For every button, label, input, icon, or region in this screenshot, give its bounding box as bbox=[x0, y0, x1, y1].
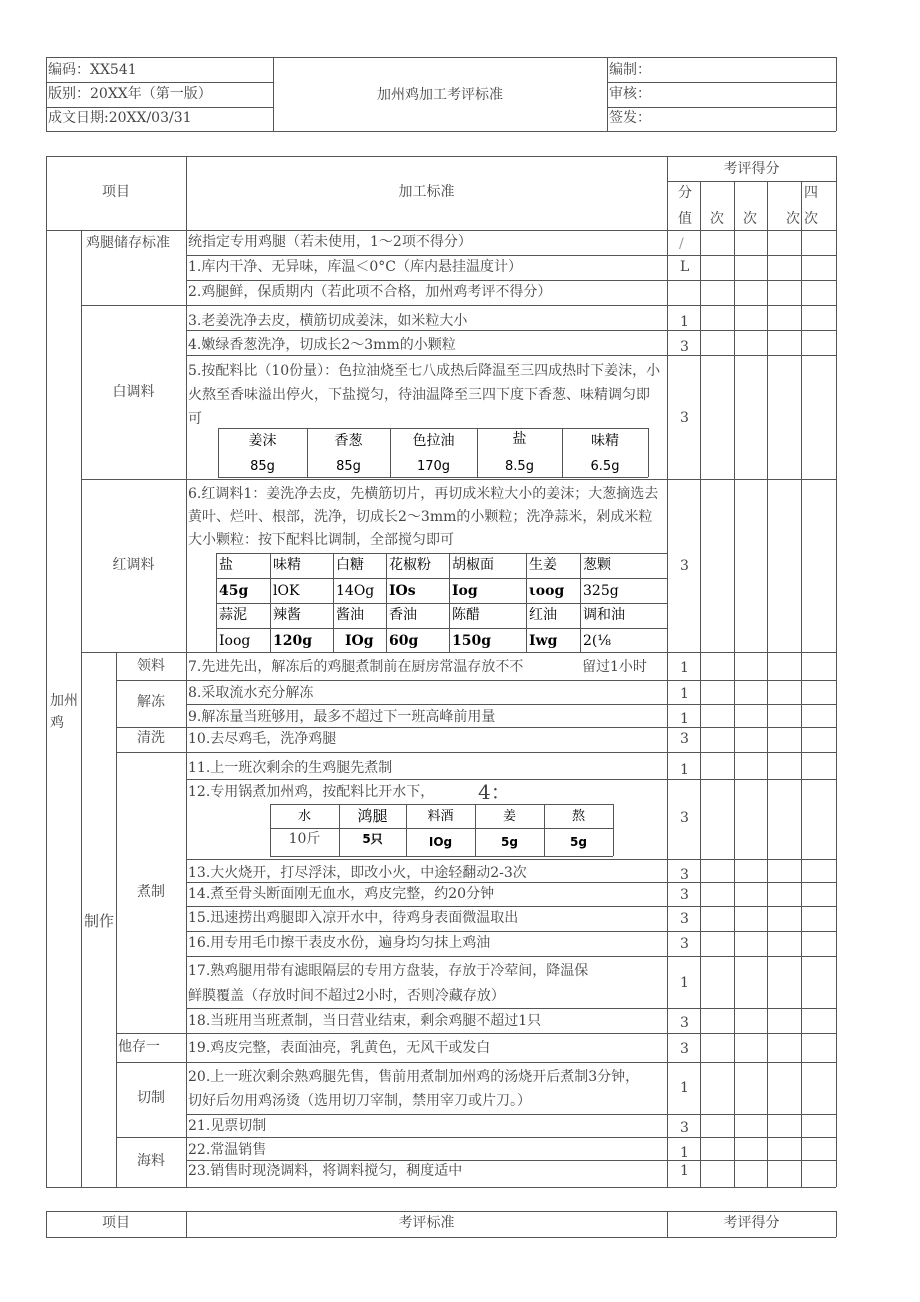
red-r4-6: 2(⅛ bbox=[583, 633, 611, 649]
red-r3-6: 调和油 bbox=[583, 607, 625, 623]
row-19: 19.鸡皮完整，表面油亮，乳黄色，无风干或发白 bbox=[188, 1040, 491, 1056]
white-v-3: 8.5g bbox=[505, 459, 534, 474]
row-3: 3.老姜洗净去皮，横筋切成姜沫，如米粒大小 bbox=[188, 313, 468, 329]
issued-by: 签发： bbox=[609, 110, 651, 126]
row-14: 14.煮至骨头断面刚无血水，鸡皮完整，约20分钟 bbox=[188, 886, 495, 902]
row-6: 6.红调料1：姜洗净去皮，先横筋切片，再切成米粒大小的姜沫；大葱摘选去黄叶、烂叶、根部，洗净，切成长2～3mm的小颗粒；洗净蒜米，剁成米粒大小颗粒：按下配料比调制，全部搅匀即可 bbox=[188, 486, 659, 548]
score-14: 3 bbox=[680, 887, 689, 903]
cook-v-0: 10斤 bbox=[288, 831, 321, 847]
row-4: 4.嫩绿香葱洗净，切成长2～3mm的小颗粒 bbox=[188, 337, 456, 353]
doc-version: 版别：20XX年（第一版） bbox=[48, 86, 212, 102]
cook-h-1: 鸿腿 bbox=[357, 807, 388, 825]
row-5: 5.按配料比（10份量）：色拉油烧至七八成热后降温至三四成热时下姜沫，小火熬至香味溢出停火，下盐搅匀，待油温降至三四下度下香葱、味精调匀即可 bbox=[188, 363, 661, 427]
score-10: 3 bbox=[680, 731, 689, 747]
score-16: 3 bbox=[680, 936, 689, 952]
group-cut-label: 切制 bbox=[137, 1090, 165, 1106]
score-17: 1 bbox=[680, 975, 689, 991]
cook-h-4: 熬 bbox=[571, 809, 585, 824]
score-4: 3 bbox=[680, 339, 689, 355]
white-h-4: 味精 bbox=[591, 433, 619, 449]
group-red-label: 红调料 bbox=[112, 557, 155, 573]
group-clean-label: 清洗 bbox=[137, 730, 165, 746]
red-r1-6: 葱颗 bbox=[583, 557, 611, 573]
red-r3-0: 蒜泥 bbox=[219, 607, 247, 623]
col-head-si: 四 bbox=[804, 185, 818, 201]
row-12-note: 4： bbox=[478, 780, 511, 804]
group-lingliao-label: 领料 bbox=[137, 658, 165, 674]
red-r2-3: IOs bbox=[389, 583, 416, 599]
white-h-3: 盐 bbox=[512, 431, 527, 447]
group-sauce-label: 海料 bbox=[137, 1153, 165, 1169]
row-18: 18.当班用当班煮制，当日营业结束，剩余鸡腿不超过1只 bbox=[188, 1013, 542, 1029]
cook-v-2: IOg bbox=[428, 835, 453, 849]
row-17a: 17.熟鸡腿用带有滤眼隔层的专用方盘装，存放于冷荤间，降温保 bbox=[188, 963, 589, 979]
group-production-label: 制作 bbox=[84, 912, 115, 930]
red-r1-4: 胡椒面 bbox=[452, 557, 494, 573]
score-9: 1 bbox=[680, 711, 689, 727]
red-r3-4: 陈醋 bbox=[452, 607, 480, 623]
doc-date: 成文日期:20XX/03/31 bbox=[48, 110, 192, 126]
row-0: 统指定专用鸡腿（若未使用，1～2项不得分） bbox=[188, 234, 472, 250]
doc-code: 编码：XX541 bbox=[48, 62, 137, 78]
white-v-2: 170g bbox=[416, 459, 451, 474]
red-r4-2: IOg bbox=[345, 633, 374, 649]
col-head-score: 考评得分 bbox=[723, 161, 780, 177]
row-11: 11.上一班次剩余的生鸡腿先煮制 bbox=[188, 760, 393, 776]
score-18: 3 bbox=[680, 1015, 689, 1031]
group-storage-label: 鸡腿储存标准 bbox=[86, 235, 170, 251]
doc-title: 加州鸡加工考评标准 bbox=[377, 87, 503, 103]
score-3: 1 bbox=[680, 314, 689, 330]
red-r3-5: 红油 bbox=[529, 607, 557, 623]
cook-h-3: 姜 bbox=[502, 809, 516, 824]
row-10: 10.去尽鸡毛，洗净鸡腿 bbox=[188, 731, 337, 747]
white-v-4: 6.5g bbox=[590, 459, 620, 474]
white-v-1: 85g bbox=[336, 459, 361, 474]
prepared-by: 编制： bbox=[609, 62, 651, 78]
col-head-fen: 分 bbox=[678, 185, 692, 201]
row-8: 8.采取流水充分解冻 bbox=[188, 685, 314, 701]
red-r3-2: 酱油 bbox=[336, 607, 364, 623]
col-head-ci2: 次 bbox=[743, 211, 757, 227]
red-r2-4: Iog bbox=[452, 583, 478, 599]
score-15: 3 bbox=[680, 911, 689, 927]
score-22: 1 bbox=[680, 1145, 689, 1161]
score-1: L bbox=[680, 259, 690, 275]
row-12: 12.专用锅煮加州鸡，按配料比开水下， bbox=[188, 784, 435, 800]
red-r3-1: 辣酱 bbox=[273, 607, 301, 623]
row-9: 9.解冻量当班够用，最多不超过下一班高峰前用量 bbox=[188, 709, 496, 725]
white-h-2: 色拉油 bbox=[412, 433, 455, 449]
col-head-item: 项目 bbox=[102, 184, 130, 200]
group-store-label: 他存一 bbox=[118, 1039, 160, 1055]
score-5: 3 bbox=[680, 410, 689, 426]
group-main-label-1 bbox=[50, 690, 82, 734]
group-cook-label: 煮制 bbox=[137, 884, 165, 900]
red-r2-2: 14Og bbox=[336, 583, 375, 599]
cook-h-0: 水 bbox=[297, 809, 311, 824]
score-11: 1 bbox=[680, 762, 689, 778]
red-r4-0: Ioog bbox=[219, 633, 251, 649]
white-h-0: 姜沫 bbox=[248, 433, 277, 449]
group-main-label: 加州鸡 bbox=[50, 693, 78, 731]
white-v-0: 85g bbox=[250, 459, 275, 474]
row-16: 16.用专用毛巾擦干表皮水份，遍身均匀抹上鸡油 bbox=[188, 935, 491, 951]
row-7-suffix: 留过1小时 bbox=[582, 659, 647, 675]
row-2: 2.鸡腿鲜，保质期内（若此项不合格，加州鸡考评不得分） bbox=[188, 284, 552, 300]
score-21: 3 bbox=[680, 1120, 689, 1136]
group-white-label: 白调料 bbox=[112, 384, 155, 400]
row-1: 1.库内干净、无异味，库温＜0°C（库内悬挂温度计） bbox=[188, 259, 522, 275]
footer-item: 项目 bbox=[102, 1215, 130, 1231]
red-r4-3: 60g bbox=[389, 633, 419, 649]
row-22: 22.常温销售 bbox=[188, 1142, 267, 1158]
red-r4-4: 150g bbox=[452, 633, 492, 649]
red-r1-5: 生姜 bbox=[529, 557, 557, 573]
score-23: 1 bbox=[680, 1163, 689, 1179]
score-13: 3 bbox=[680, 867, 689, 883]
cook-v-1: 5只 bbox=[362, 832, 383, 846]
row-13: 13.大火烧开，打尽浮沫，即改小火，中途轻翻动2-3次 bbox=[188, 865, 527, 881]
red-r1-2: 白糖 bbox=[336, 557, 364, 573]
row-23: 23.销售时现浇调料，将调料搅匀，稠度适中 bbox=[188, 1163, 463, 1179]
row-7: 7.先进先出，解冻后的鸡腿煮制前在厨房常温存放不不 bbox=[188, 659, 524, 675]
red-r1-3: 花椒粉 bbox=[389, 557, 431, 573]
red-r2-6: 325g bbox=[583, 583, 619, 599]
col-head-standard: 加工标准 bbox=[398, 184, 455, 200]
red-r2-0: 45g bbox=[219, 583, 249, 599]
row-20a: 20.上一班次剩余熟鸡腿先售，售前用煮制加州鸡的汤烧开后煮制3分钟， bbox=[188, 1069, 640, 1085]
score-12: 3 bbox=[680, 810, 689, 826]
cook-h-2: 料酒 bbox=[427, 809, 454, 824]
reviewed-by: 审核： bbox=[609, 86, 651, 102]
score-8: 1 bbox=[680, 686, 689, 702]
red-r4-5: Iwg bbox=[529, 633, 558, 649]
col-head-zhi: 值 bbox=[678, 211, 692, 227]
cook-v-4: 5g bbox=[570, 835, 587, 849]
score-6: 3 bbox=[680, 558, 689, 574]
footer-score: 考评得分 bbox=[723, 1215, 780, 1231]
row-21: 21.见票切制 bbox=[188, 1118, 267, 1134]
white-h-1: 香葱 bbox=[334, 433, 363, 449]
red-r2-1: lOK bbox=[273, 583, 300, 599]
red-r1-1: 味精 bbox=[273, 557, 301, 573]
cook-v-3: 5g bbox=[501, 835, 518, 849]
red-r1-0: 盐 bbox=[219, 557, 233, 573]
score-0: / bbox=[679, 236, 684, 252]
col-head-ci3: 次 bbox=[786, 211, 800, 227]
score-20: 1 bbox=[680, 1080, 689, 1096]
red-r2-5: ιoog bbox=[529, 583, 565, 599]
row-20b: 切好后勿用鸡汤烫（选用切刀宰制，禁用宰刀或片刀。） bbox=[188, 1093, 531, 1109]
col-head-ci1: 次 bbox=[710, 211, 724, 227]
red-r4-1: 120g bbox=[273, 633, 313, 649]
row-17b: 鲜膜覆盖（存放时间不超过2小时，否则冷藏存放） bbox=[188, 988, 505, 1004]
col-head-ci4: 次 bbox=[804, 211, 818, 227]
score-7: 1 bbox=[680, 660, 689, 676]
score-19: 3 bbox=[680, 1041, 689, 1057]
red-r3-3: 香油 bbox=[389, 607, 417, 623]
footer-standard: 考评标准 bbox=[398, 1215, 455, 1231]
row-15: 15.迅速捞出鸡腿即入凉开水中，待鸡身表面微温取出 bbox=[188, 910, 519, 926]
group-thaw-label: 解冻 bbox=[137, 694, 165, 710]
